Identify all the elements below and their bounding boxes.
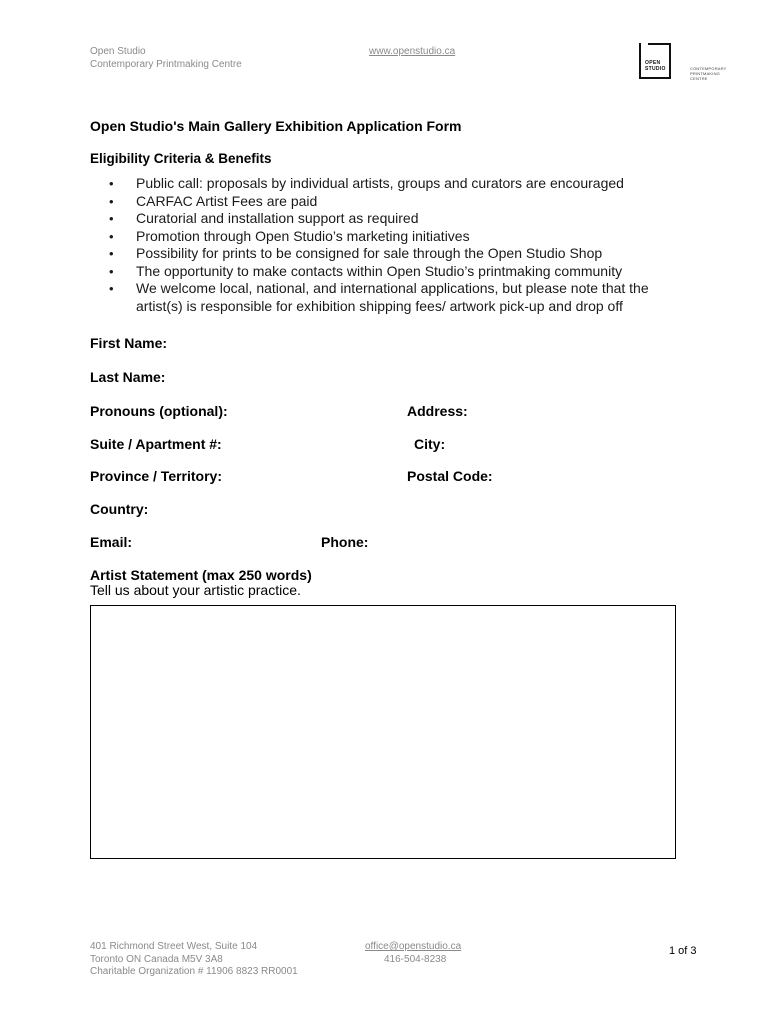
bullet-icon: • [109,228,114,244]
list-item: • The opportunity to make contacts within Open Studio’s printmaking community [109,262,623,279]
form-title: Open Studio's Main Gallery Exhibition Application Form [90,118,462,134]
suite-field[interactable]: Suite / Apartment #: [90,436,222,452]
artist-statement-heading: Artist Statement (max 250 words) [90,567,312,583]
postal-code-field[interactable]: Postal Code: [407,468,493,484]
list-item: • Promotion through Open Studio’s marketing initiatives [109,227,470,244]
logo-side3: CENTRE [690,76,708,81]
bullet-icon: • [109,281,114,296]
footer-phone: 416-504-8238 [384,954,447,965]
logo-line1: OPEN [645,60,661,66]
org-name: Open Studio [90,46,146,57]
first-name-field[interactable]: First Name: [90,335,168,351]
logo-side2: PRINTMAKING [690,71,720,76]
footer-address-line1: 401 Richmond Street West, Suite 104 [90,941,258,952]
logo-side1: CONTEMPORARY [690,66,727,71]
bullet-icon: • [109,211,114,226]
list-item: • CARFAC Artist Fees are paid [109,192,318,209]
website-link[interactable]: www.openstudio.ca [369,46,456,57]
bullet-icon: • [109,263,114,279]
bullet-icon: • [109,193,114,209]
list-item: • Curatorial and installation support as required [109,210,419,226]
list-item: • Possibility for prints to be consigned for sale through the Open Studio Shop [109,245,603,261]
footer-email-link[interactable]: office@openstudio.ca [365,941,462,952]
email-field[interactable]: Email: [90,534,133,550]
logo-line2: STUDIO [645,66,666,72]
pronouns-field[interactable]: Pronouns (optional): [90,403,228,419]
bullet-icon: • [109,246,114,261]
eligibility-heading: Eligibility Criteria & Benefits [90,151,272,166]
footer-address-line2: Toronto ON Canada M5V 3A8 [90,954,223,965]
artist-statement-textarea[interactable] [90,605,676,859]
country-field[interactable]: Country: [90,501,149,517]
address-field[interactable]: Address: [407,403,468,419]
last-name-field[interactable]: Last Name: [90,369,166,385]
bullet-icon: • [109,176,114,191]
province-field[interactable]: Province / Territory: [90,468,223,484]
city-field[interactable]: City: [414,436,446,452]
eligibility-list [109,175,669,315]
phone-field[interactable]: Phone: [321,534,369,550]
list-item: • We welcome local, national, and international applications, but please note that the artist(s) is responsible for exhibition shipping fees/ artwork pick-up and drop off [109,280,649,314]
artist-statement-subtext: Tell us about your artistic practice. [90,582,301,598]
page-number: 1 of 3 [669,945,697,957]
list-item: • Public call: proposals by individual artists, groups and curators are encouraged [109,175,624,191]
footer-charity: Charitable Organization # 11906 8823 RR0001 [90,966,298,977]
org-tagline: Contemporary Printmaking Centre [90,59,242,70]
